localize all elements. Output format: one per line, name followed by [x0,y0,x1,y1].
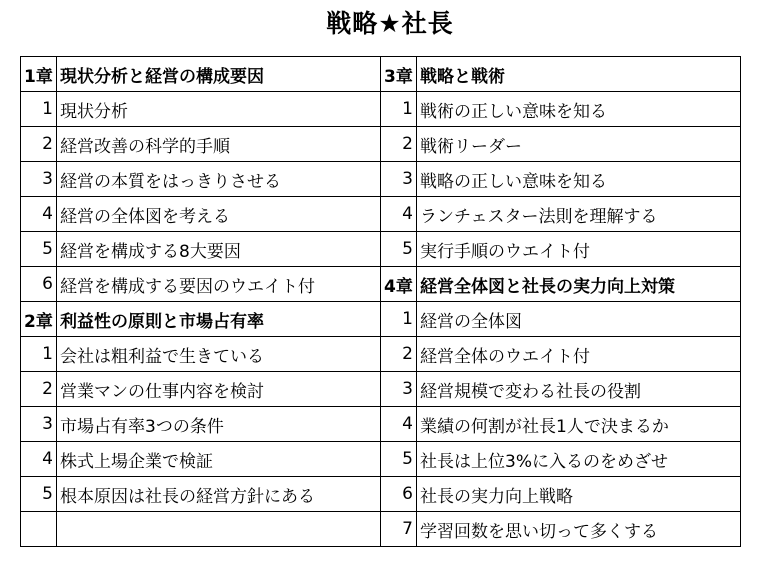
table-of-contents [20,56,741,547]
section-number: 5 [21,477,57,512]
section-title: 株式上場企業で検証 [57,442,381,477]
chapter-title: 利益性の原則と市場占有率 [57,302,381,337]
section-title: 業績の何割が社長1人で決まるか [417,407,741,442]
section-number: 2 [21,127,57,162]
table-row [21,477,741,512]
table-row [21,267,741,302]
section-number: 5 [381,232,417,267]
table-row [21,57,741,92]
section-number: 1 [21,337,57,372]
table-row [21,407,741,442]
table-row [21,372,741,407]
table-row [21,512,741,547]
page-title: 戦略★社長 [326,9,454,38]
section-title: 経営規模で変わる社長の役割 [417,372,741,407]
section-number: 3 [21,407,57,442]
section-number: 3 [21,162,57,197]
section-title: 経営改善の科学的手順 [57,127,381,162]
table-row [21,302,741,337]
section-number: 6 [381,477,417,512]
section-number: 4 [21,442,57,477]
section-number: 4 [381,407,417,442]
chapter-number: 1章 [21,57,57,92]
section-number: 5 [381,442,417,477]
section-number: 6 [21,267,57,302]
table-row [21,162,741,197]
section-title: 経営の全体図 [417,302,741,337]
section-number: 3 [381,162,417,197]
table-row [21,337,741,372]
section-title: 経営の全体図を考える [57,197,381,232]
section-number: 1 [381,92,417,127]
section-title: 営業マンの仕事内容を検討 [57,372,381,407]
section-number: 2 [21,372,57,407]
section-title: 社長は上位3%に入るのをめざせ [417,442,741,477]
section-title: 経営全体のウエイト付 [417,337,741,372]
section-title: 現状分析 [57,92,381,127]
section-title: 会社は粗利益で生きている [57,337,381,372]
section-title: 戦術リーダー [417,127,741,162]
section-title: 経営を構成する8大要因 [57,232,381,267]
toc-body [21,57,741,547]
chapter-title: 現状分析と経営の構成要因 [57,57,381,92]
section-title: 経営の本質をはっきりさせる [57,162,381,197]
chapter-number: 2章 [21,302,57,337]
table-row [21,232,741,267]
chapter-title: 戦略と戦術 [417,57,741,92]
section-number: 1 [21,92,57,127]
table-row [21,92,741,127]
empty-cell [21,512,57,547]
section-title: 経営を構成する要因のウエイト付 [57,267,381,302]
section-number: 5 [21,232,57,267]
section-title: 戦術の正しい意味を知る [417,92,741,127]
section-title: 学習回数を思い切って多くする [417,512,741,547]
table-row [21,197,741,232]
section-title: 市場占有率3つの条件 [57,407,381,442]
section-number: 2 [381,127,417,162]
section-number: 4 [381,197,417,232]
section-number: 3 [381,372,417,407]
section-title: ランチェスター法則を理解する [417,197,741,232]
section-number: 4 [21,197,57,232]
section-title: 戦略の正しい意味を知る [417,162,741,197]
chapter-title: 経営全体図と社長の実力向上対策 [417,267,741,302]
section-number: 1 [381,302,417,337]
chapter-number: 3章 [381,57,417,92]
section-number: 7 [381,512,417,547]
table-row [21,127,741,162]
section-number: 2 [381,337,417,372]
section-title: 根本原因は社長の経営方針にある [57,477,381,512]
empty-cell [57,512,381,547]
chapter-number: 4章 [381,267,417,302]
section-title: 社長の実力向上戦略 [417,477,741,512]
table-row [21,442,741,477]
section-title: 実行手順のウエイト付 [417,232,741,267]
